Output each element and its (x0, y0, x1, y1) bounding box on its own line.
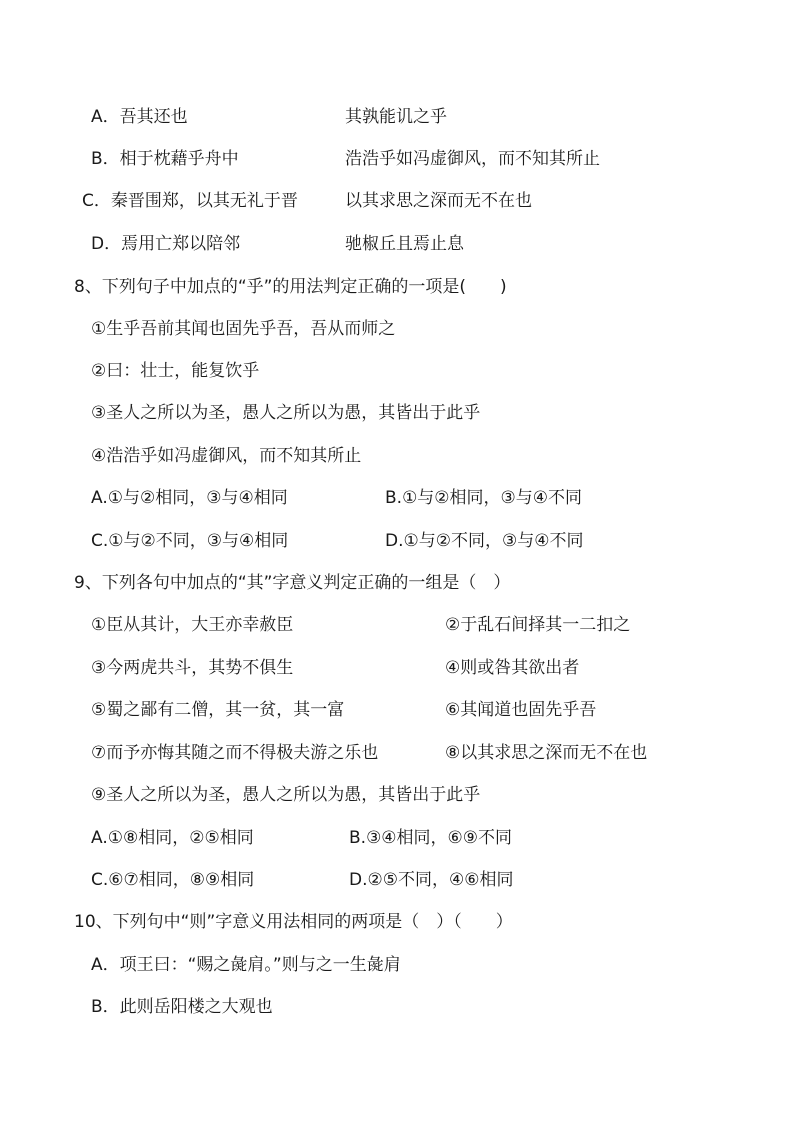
q9-option-d: D.②⑤不同，④⑥相同 (349, 870, 514, 890)
q7-option-a-right: 其孰能讥之乎 (345, 107, 447, 127)
q9-option-c: C.⑥⑦相同，⑧⑨相同 (91, 870, 255, 890)
q9-item-7: ⑦而予亦悔其随之而不得极夫游之乐也 (91, 743, 379, 763)
q8-option-c: C.①与②不同，③与④相同 (91, 531, 289, 551)
q8-stem: 8、下列句子中加点的“乎”的用法判定正确的一项是( ) (74, 277, 507, 297)
q9-item-6: ⑥其闻道也固先乎吾 (445, 700, 597, 720)
q10-stem: 10、下列句中“则”字意义用法相同的两项是（ ）（ ） (74, 912, 513, 932)
q8-item-4: ④浩浩乎如冯虚御风，而不知其所止 (91, 446, 362, 466)
q9-item-9: ⑨圣人之所以为圣，愚人之所以为愚，其皆出于此乎 (91, 785, 481, 805)
q8-item-3: ③圣人之所以为圣，愚人之所以为愚，其皆出于此乎 (91, 403, 481, 423)
q7-option-d-right: 驰椒丘且焉止息 (345, 234, 464, 254)
q8-item-2: ②曰：壮士，能复饮乎 (91, 361, 260, 381)
q9-item-8: ⑧以其求思之深而无不在也 (445, 743, 648, 763)
q8-item-1: ①生乎吾前其闻也固先乎吾，吾从而师之 (91, 319, 396, 339)
q8-option-b: B.①与②相同，③与④不同 (385, 488, 583, 508)
q9-option-b: B.③④相同，⑥⑨不同 (349, 828, 513, 848)
q7-option-b-left: B．相于枕藉乎舟中 (91, 149, 239, 169)
q7-option-c-right: 以其求思之深而无不在也 (345, 191, 532, 211)
q9-item-1: ①臣从其计，大王亦幸赦臣 (91, 615, 294, 635)
q9-item-3: ③今两虎共斗，其势不俱生 (91, 658, 294, 678)
q10-option-b: B．此则岳阳楼之大观也 (91, 997, 273, 1017)
q9-option-a: A.①⑧相同，②⑤相同 (91, 828, 254, 848)
q7-option-c-left: C．秦晋围郑，以其无礼于晋 (82, 191, 298, 211)
q9-item-2: ②于乱石间择其一二扣之 (445, 615, 631, 635)
q9-stem: 9、下列各句中加点的“其”字意义判定正确的一组是（ ） (74, 573, 511, 593)
q7-option-d-left: D．焉用亡郑以陪邻 (91, 234, 241, 254)
q9-item-4: ④则或咎其欲出者 (445, 658, 580, 678)
q9-item-5: ⑤蜀之鄙有二僧，其一贫，其一富 (91, 700, 345, 720)
q8-option-d: D.①与②不同，③与④不同 (385, 531, 584, 551)
q10-option-a: A．项王曰：“赐之彘肩。”则与之一生彘肩 (91, 955, 401, 975)
q8-option-a: A.①与②相同，③与④相同 (91, 488, 288, 508)
q7-option-b-right: 浩浩乎如冯虚御风，而不知其所止 (345, 149, 600, 169)
q7-option-a-left: A．吾其还也 (91, 107, 188, 127)
